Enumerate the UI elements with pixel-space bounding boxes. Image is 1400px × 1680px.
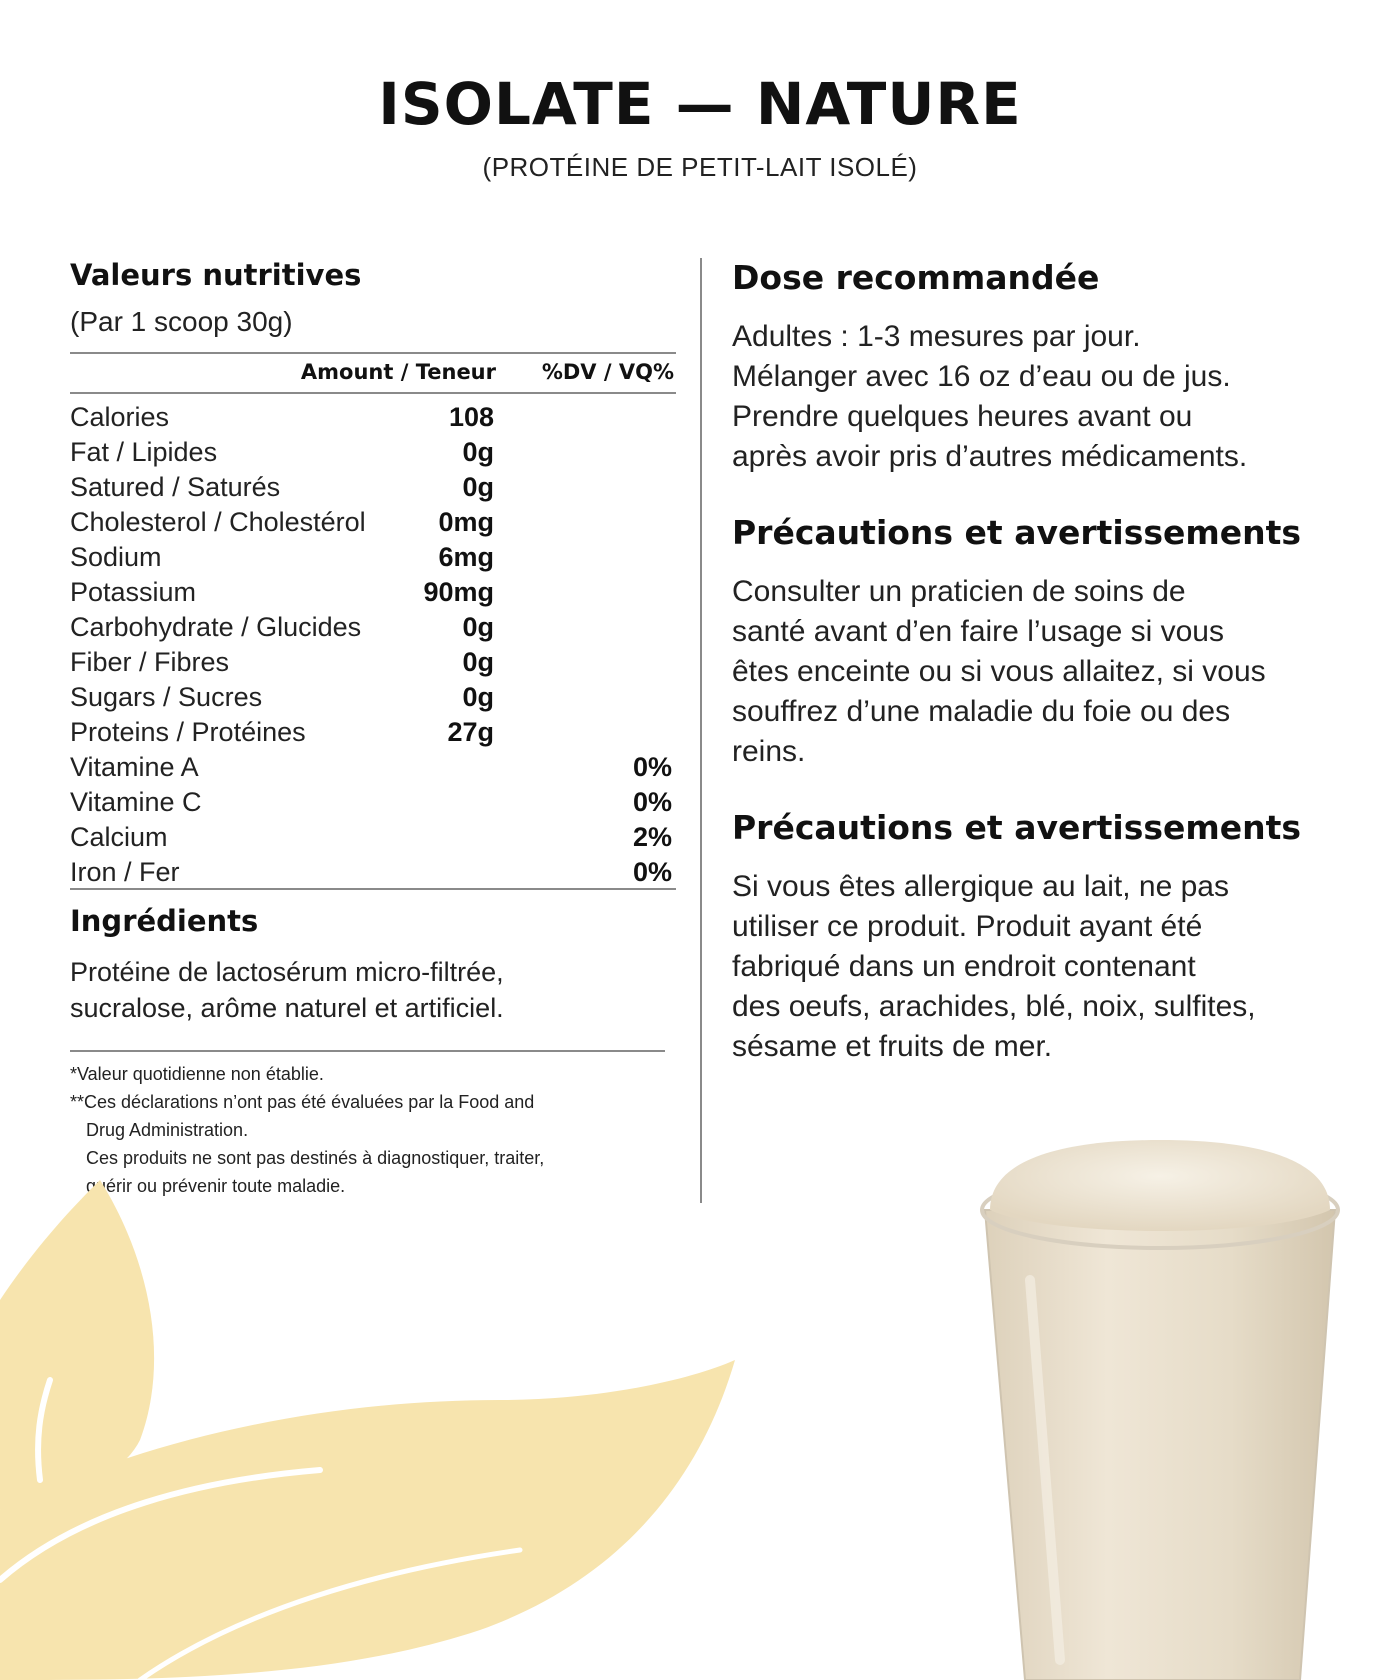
footnote-line: Drug Administration. [86, 1120, 249, 1140]
info-panel [732, 258, 1352, 1103]
nutrient-amount: 0g [462, 647, 494, 677]
precautions-title: Précautions et avertissements [732, 513, 1302, 552]
nutrient-dv: 2% [632, 822, 672, 852]
nutrient-dv: 0% [632, 787, 672, 817]
footnote-line: Ces produits ne sont pas destinés à diagnostiquer, traiter, [86, 1148, 545, 1168]
nutrition-row [70, 468, 676, 503]
ingredients-title: Ingrédients [70, 904, 259, 938]
dose-line: Prendre quelques heures avant ou [732, 400, 1193, 433]
nutrition-row [70, 503, 676, 538]
page-subtitle: (PROTÉINE DE PETIT-LAIT ISOLÉ) [482, 152, 918, 182]
dose-section [732, 258, 1352, 477]
dose-text [732, 317, 1352, 477]
precautions-line: reins. [732, 735, 806, 768]
nutrient-name: Cholesterol / Cholestérol [70, 507, 366, 537]
nutrition-row [70, 433, 676, 468]
nutrient-name: Vitamine A [70, 752, 199, 782]
table-bottom-rule [70, 888, 676, 890]
serving-size: (Par 1 scoop 30g) [70, 306, 293, 337]
nutrition-panel [70, 258, 676, 1200]
ingredients-text [70, 954, 676, 1026]
allergy-line: Si vous êtes allergique au lait, ne pas [732, 870, 1229, 903]
footnote-rule [70, 1050, 665, 1052]
nutrient-name: Calcium [70, 822, 168, 852]
protein-shake-image [970, 1140, 1350, 1680]
dose-line: Mélanger avec 16 oz d’eau ou de jus. [732, 360, 1231, 393]
nutrition-row [70, 643, 676, 678]
precautions-line: êtes enceinte ou si vous allaitez, si vous [732, 655, 1266, 688]
ingredients-line: Protéine de lactosérum micro-filtrée, [70, 957, 504, 987]
nutrient-name: Vitamine C [70, 787, 202, 817]
nutrient-name: Potassium [70, 577, 197, 607]
nutrient-name: Fiber / Fibres [70, 647, 230, 677]
dv-column-header: %DV / VQ% [541, 360, 674, 384]
precautions-text [732, 572, 1352, 772]
nutrition-row [70, 748, 676, 783]
nutrient-name: Sodium [70, 542, 162, 572]
page-title: ISOLATE — NATURE [378, 70, 1022, 138]
nutrition-row [70, 818, 676, 853]
nutrition-row [70, 678, 676, 713]
nutrient-name: Sugars / Sucres [70, 682, 263, 712]
allergy-section [732, 808, 1352, 1067]
nutrient-name: Calories [70, 402, 170, 432]
nutrition-row [70, 853, 676, 888]
precautions-line: Consulter un praticien de soins de [732, 575, 1186, 608]
allergy-line: des oeufs, arachides, blé, noix, sulfites, [732, 990, 1256, 1023]
glass-body [985, 1210, 1335, 1680]
precautions-line: souffrez d’une maladie du foie ou des [732, 695, 1231, 728]
nutrient-amount: 27g [447, 717, 494, 747]
allergy-title: Précautions et avertissements [732, 808, 1302, 847]
foam-top [990, 1140, 1330, 1231]
nutrient-name: Fat / Lipides [70, 437, 218, 467]
nutrient-amount: 0g [462, 612, 494, 642]
footnote-line: guérir ou prévenir toute maladie. [86, 1176, 346, 1196]
nutrition-row [70, 538, 676, 573]
nutrient-name: Satured / Saturés [70, 472, 281, 502]
nutrient-amount: 90mg [423, 577, 494, 607]
dose-title: Dose recommandée [732, 258, 1100, 297]
dose-line: après avoir pris d’autres médicaments. [732, 440, 1248, 473]
nutrition-row [70, 398, 676, 433]
nutrition-row [70, 573, 676, 608]
footnotes [70, 1060, 676, 1200]
dose-line: Adultes : 1-3 mesures par jour. [732, 320, 1141, 353]
nutrient-amount: 0mg [438, 507, 494, 537]
nutrition-row [70, 713, 676, 748]
column-divider [700, 258, 702, 1203]
footnote-line: **Ces déclarations n’ont pas été évaluées par la Food and [70, 1092, 535, 1112]
nutrient-amount: 6mg [438, 542, 494, 572]
ingredients-line: sucralose, arôme naturel et artificiel. [70, 993, 504, 1023]
allergy-line: sésame et fruits de mer. [732, 1030, 1053, 1063]
table-header-rule [70, 392, 676, 394]
nutrition-rows [70, 398, 676, 888]
header [0, 70, 1400, 183]
nutrient-amount: 0g [462, 472, 494, 502]
nutrition-row [70, 783, 676, 818]
nutrient-amount: 108 [448, 402, 494, 432]
precautions-line: santé avant d’en faire l’usage si vous [732, 615, 1224, 648]
nutrient-amount: 0g [462, 682, 494, 712]
nutrition-title: Valeurs nutritives [70, 258, 362, 292]
nutrient-dv: 0% [632, 752, 672, 782]
nutrition-row [70, 608, 676, 643]
footnote-line: *Valeur quotidienne non établie. [70, 1064, 324, 1084]
allergy-line: utiliser ce produit. Produit ayant été [732, 910, 1203, 943]
amount-column-header: Amount / Teneur [300, 360, 496, 384]
nutrient-name: Proteins / Protéines [70, 717, 306, 747]
allergy-line: fabriqué dans un endroit contenant [732, 950, 1196, 983]
leaf-decoration [0, 1180, 760, 1680]
nutrient-dv: 0% [632, 857, 672, 887]
table-header [70, 354, 676, 392]
allergy-text [732, 867, 1352, 1067]
precautions-section [732, 513, 1352, 772]
nutrient-name: Carbohydrate / Glucides [70, 612, 362, 642]
nutrient-name: Iron / Fer [70, 857, 180, 887]
nutrient-amount: 0g [462, 437, 494, 467]
